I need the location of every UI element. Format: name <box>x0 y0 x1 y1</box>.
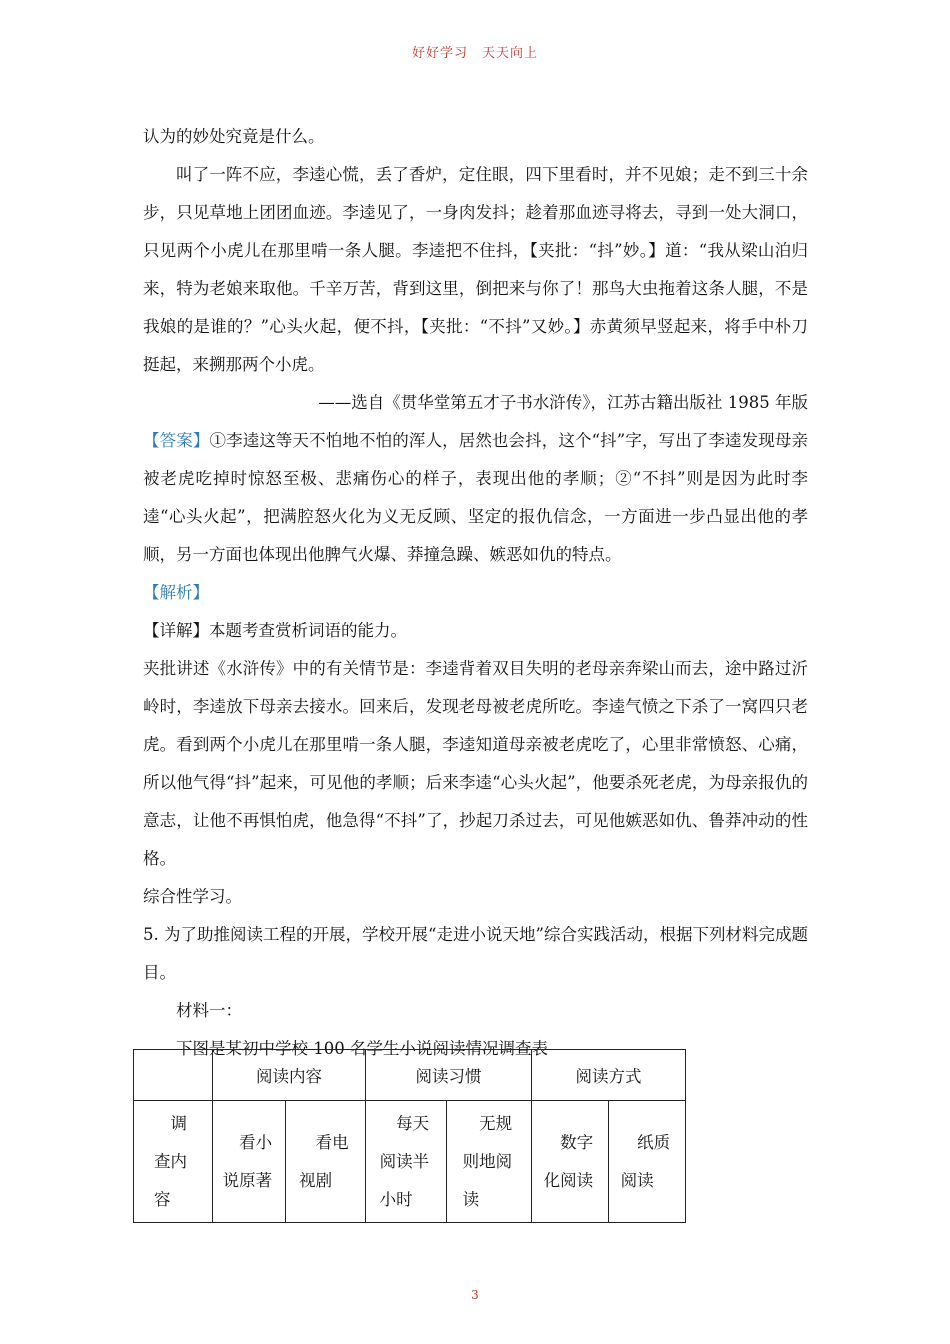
cell-irregular <box>447 1101 532 1223</box>
analysis-tag: 【解析】 <box>143 583 209 602</box>
cell-paper <box>609 1101 686 1223</box>
document-body <box>143 118 808 1068</box>
answer-paragraph <box>143 422 808 574</box>
material-one-label: 材料一： <box>176 1001 242 1020</box>
question-5: 5. 为了助推阅读工程的开展，学校开展“走进小说天地”综合实践活动，根据下列材料完成题目。 <box>143 925 808 982</box>
cell-digital <box>532 1101 609 1223</box>
row-label: 调查内容 <box>154 1113 188 1209</box>
header-reading-habit: 阅读习惯 <box>366 1050 532 1101</box>
section-heading: 综合性学习。 <box>143 887 242 906</box>
paragraph-excerpt: 叫了一阵不应，李逵心慌，丢了香炉，定住眼，四下里看时，并不见娘；走不到三十余步，只见草地上团团血迹。李逵见了，一身肉发抖；趁着那血迹寻将去，寻到一处大洞口，只见两个小虎儿在那里啃一条人腿。李逵把不住抖，【夹批：“抖”妙。】道：“我从梁山泊归来，特为老娘来取他。千辛万苦，背到这里，倒把来与你了！那鸟大虫拖着这条人腿，不是我娘的是谁的？”心头火起，便不抖，【夹批：“不抖”又妙。】赤黄须早竖起来，将手中朴刀挺起，来搠那两个小虎。 <box>143 165 808 374</box>
cell-novel <box>213 1101 286 1223</box>
survey-table <box>133 1049 686 1223</box>
cell-digital-text: 数字化阅读 <box>543 1132 594 1190</box>
paragraph-continuation: 认为的妙处究竟是什么。 <box>143 127 325 146</box>
cell-tv-text: 看电视剧 <box>299 1132 349 1190</box>
table-intro: 下图是某初中学校 100 名学生小说阅读情况调查表 <box>176 1039 548 1058</box>
explain-paragraph: 夹批讲述《水浒传》中的有关情节是：李逵背着双目失明的老母亲奔梁山而去，途中路过沂岭时，李逵放下母亲去接水。回来后，发现老母被老虎所吃。李逵气愤之下杀了一窝四只老虎。看到两个小虎儿在那里啃一条人腿，李逵知道母亲被老虎吃了，心里非常愤怒、心痛，所以他气得“抖”起来，可见他的孝顺；后来李逵“心头火起”，他要杀死老虎，为母亲报仇的意志，让他不再惧怕虎，他急得“不抖”了，抄起刀杀过去，可见他嫉恶如仇、鲁莽冲动的性格。 <box>143 659 808 868</box>
table-corner-cell <box>134 1050 213 1101</box>
page-header: 好好学习 天天向上 <box>411 46 538 61</box>
answer-tag: 【答案】 <box>143 431 210 450</box>
excerpt-source: ——选自《贯华堂第五才子书水浒传》，江苏古籍出版社 1985 年版 <box>318 393 808 412</box>
cell-paper-text: 纸质阅读 <box>620 1132 671 1190</box>
cell-daily-text: 每天阅读半小时 <box>379 1113 430 1209</box>
cell-irregular-text: 无规则地阅读 <box>462 1113 513 1209</box>
header-reading-method: 阅读方式 <box>532 1050 686 1101</box>
cell-novel-text: 看小说原著 <box>222 1132 273 1190</box>
detail-paragraph: 【详解】本题考查赏析词语的能力。 <box>143 621 407 640</box>
row-label-cell <box>134 1101 213 1223</box>
answer-text: ①李逵这等天不怕地不怕的浑人，居然也会抖，这个“抖”字，写出了李逵发现母亲被老虎吃掉时惊怒至极、悲痛伤心的样子，表现出他的孝顺；②“不抖”则是因为此时李逵“心头火起”，把满腔怒火化为义无反顾、坚定的报仇信念，一方面进一步凸显出他的孝顺，另一方面也体现出他脾气火爆、莽撞急躁、嫉恶如仇的特点。 <box>143 431 809 564</box>
page-number: 3 <box>471 1288 479 1302</box>
cell-daily <box>366 1101 447 1223</box>
cell-tv <box>286 1101 366 1223</box>
header-reading-content: 阅读内容 <box>213 1050 366 1101</box>
